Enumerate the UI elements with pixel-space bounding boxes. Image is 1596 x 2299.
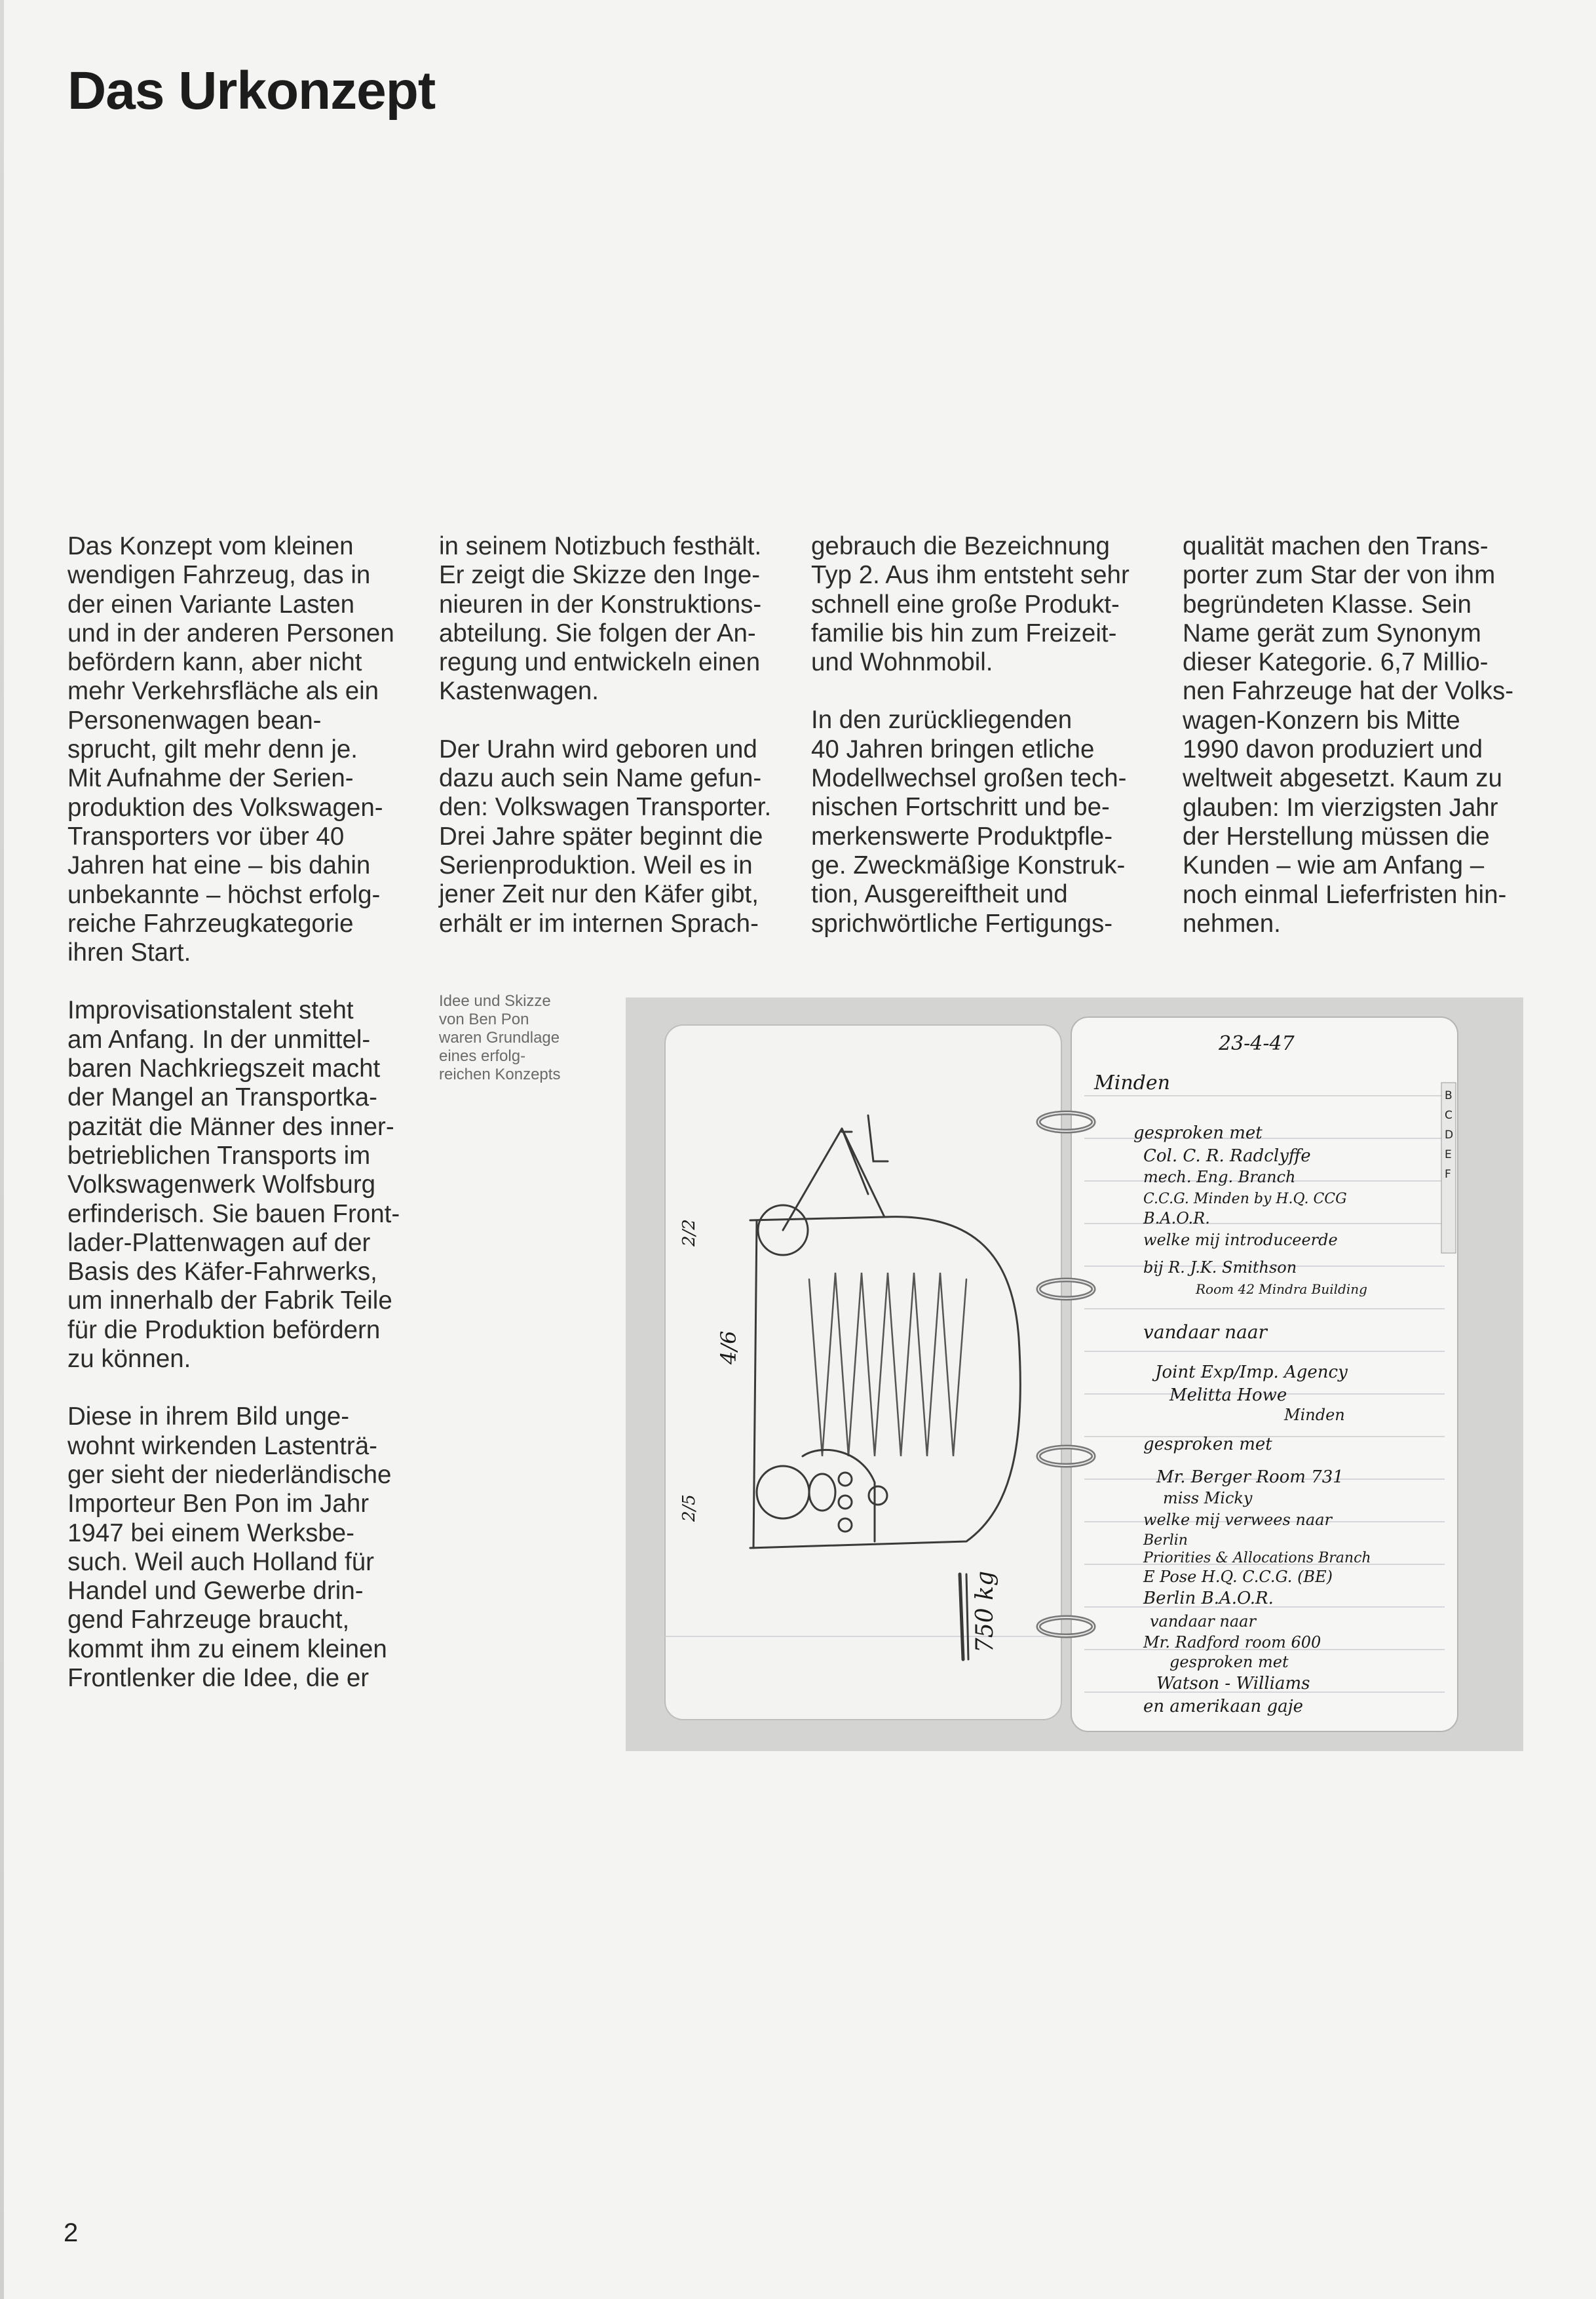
text-column-4 [1183,532,1530,967]
note-line: Room 42 Mindra Building [1196,1281,1367,1297]
text-column-3 [811,532,1158,967]
note-line: B.A.O.R. [1143,1209,1210,1227]
note-line: Melitta Howe [1169,1385,1287,1405]
page-edge [0,0,4,2299]
notebook-photo-svg [626,997,1523,1751]
paragraph: Der Urahn wird geboren und dazu auch sein Name gefun- den: Volkswagen Transporter. Drei Jahre später beginnt die Serienproduktion. Weil es in jener Zeit nur den Käfer gibt, erhält er im internen Sprach- [439,735,772,938]
note-line: C.C.G. Minden by H.Q. CCG [1143,1191,1347,1207]
paragraph: in seinem Notizbuch festhält. Er zeigt die Skizze den Inge- nieuren in der Konstruktions- abteilung. Sie folgen der An- regung und entwickeln einen Kastenwagen. [439,532,762,706]
note-line: welke mij introduceerde [1143,1231,1338,1249]
paragraph: Diese in ihrem Bild unge- wohnt wirkenden Lastenträ- ger sieht der niederländische Importeur Ben Pon im Jahr 1947 bei einem Werksbe- such. Weil auch Holland für Handel und Gewerbe drin- gend Fahrzeuge braucht, kommt ihm zu einem kleinen Frontlenker die Idee, die er [67,1402,392,1692]
index-tab-f: F [1445,1168,1451,1181]
figure-caption: Idee und Skizze von Ben Pon waren Grundlage eines erfolg- reichen Konzepts [439,992,561,1083]
note-line: Minden [1094,1072,1170,1094]
text-column-2 [439,532,786,967]
note-line: vandaar naar [1150,1612,1256,1631]
note-line: Watson - Williams [1156,1674,1310,1693]
paragraph: Improvisationstalent steht am Anfang. In der unmittel- baren Nachkriegszeit macht der Mangel an Transportka- pazität die Männer des inner- betrieblichen Transports im Volkswagenwerk Wolfsburg erfinderisch. Sie bauen Front- lader-Plattenwagen auf der Basis des Käfer-Fahrwerks, um innerhalb der Fabrik Teile für die Produktion befördern zu können. [67,996,400,1374]
sketch-label: 2/5 [679,1494,699,1522]
text-column-1 [67,532,415,1722]
paragraph: In den zurückliegenden 40 Jahren bringen etliche Modellwechsel großen tech- nischen Fortschritt und be- merkenswerte Produktpfle- ge. Zweckmäßige Konstruk- tion, Ausgereiftheit und sprichwörtliche Fertigungs- [811,706,1127,938]
note-line: vandaar naar [1143,1321,1267,1343]
note-line: miss Micky [1163,1489,1253,1507]
note-line: Berlin [1143,1532,1188,1549]
note-line: gesproken met [1133,1123,1263,1143]
note-line: Mr. Radford room 600 [1143,1633,1321,1652]
sketch-label: 2/2 [679,1219,699,1246]
index-tabs [1441,1083,1456,1253]
note-line: bij R. J.K. Smithson [1143,1258,1297,1277]
index-tab-b: B [1445,1089,1453,1102]
left-notebook-page [665,1025,1061,1720]
note-line: Berlin B.A.O.R. [1143,1589,1274,1608]
index-tab-c: C [1445,1109,1453,1122]
sketch-label: 750 kg [972,1570,998,1653]
note-line: gesproken met [1143,1435,1272,1454]
note-line: E Pose H.Q. C.C.G. (BE) [1143,1568,1333,1586]
note-line: Minden [1284,1406,1345,1424]
note-date: 23-4-47 [1219,1032,1295,1055]
note-line: Joint Exp/Imp. Agency [1155,1362,1348,1382]
page-title: Das Urkonzept [67,61,436,121]
note-line: gesproken met [1169,1653,1289,1671]
page-number: 2 [64,2218,79,2247]
note-line: Mr. Berger Room 731 [1156,1467,1344,1487]
index-tab-d: D [1445,1129,1454,1142]
paragraph: Das Konzept vom kleinen wendigen Fahrzeug, das in der einen Variante Lasten und in der anderen Personen befördern kann, aber nicht mehr Verkehrsfläche als ein Personenwagen bean- sprucht, gilt mehr denn je. Mit Aufnahme der Serien- produktion des Volkswagen- Transporters vor über 40 Jahren hat eine – bis dahin unbekannte – höchst erfolg- reiche Fahrzeugkategorie ihren Start. [67,532,394,967]
note-line: mech. Eng. Branch [1143,1168,1296,1186]
notebook-photo [626,997,1523,1751]
index-tab-e: E [1445,1148,1452,1161]
note-line: welke mij verwees naar [1143,1511,1332,1529]
paragraph: gebrauch die Bezeichnung Typ 2. Aus ihm entsteht sehr schnell eine große Produkt- familie bis hin zum Freizeit- und Wohnmobil. [811,532,1130,677]
note-line: Col. C. R. Radclyffe [1143,1146,1311,1166]
paragraph: qualität machen den Trans- porter zum Star der von ihm begründeten Klasse. Sein Name gerät zum Synonym dieser Kategorie. 6,7 Millio- nen Fahrzeuge hat der Volks- wagen-Konzern bis Mitte 1990 davon produziert und weltweit abgesetzt. Kaum zu glauben: Im vierzigsten Jahr der Herstellung müssen die Kunden – wie am Anfang – noch einmal Lieferfristen hin- nehmen. [1183,532,1514,938]
note-line: Priorities & Allocations Branch [1143,1550,1371,1566]
sketch-label: 4/6 [716,1330,741,1364]
note-line: en amerikaan gaje [1143,1697,1304,1716]
